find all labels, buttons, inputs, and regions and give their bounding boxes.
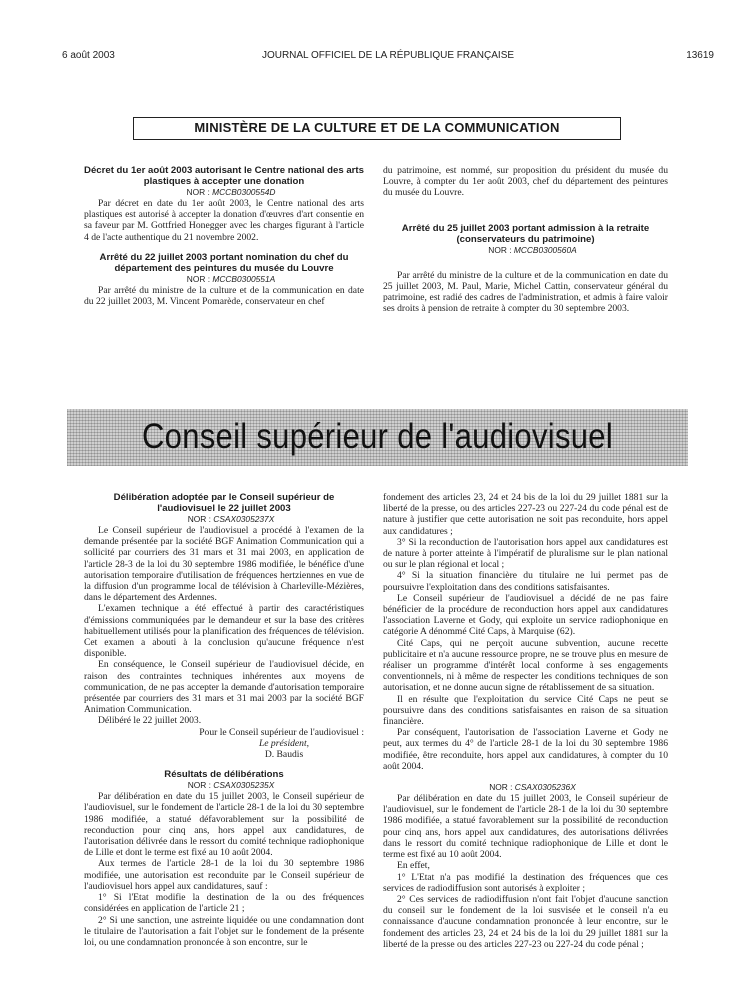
ministry-heading: MINISTÈRE DE LA CULTURE ET DE LA COMMUNICATION <box>133 117 621 140</box>
signature-line: Pour le Conseil supérieur de l'audiovisuel : <box>199 726 364 738</box>
results-title: Résultats de délibérations <box>164 769 284 781</box>
header-page-number: 13619 <box>686 50 714 61</box>
page-header <box>62 50 714 66</box>
signature-name: D. Baudis <box>264 749 304 761</box>
results-paragraph: Par délibération en date du 15 juillet 2003, le Conseil supérieur de l'audiovisuel, sur le fondement de l'article 28-1 de la loi du 30 septembre 1986 modifiée, a statué défavorablement sur la possibilité de reconduction pour cinq ans, hors appel aux candidatures, de l'autorisation délivrée dans le ressort du comité technique radiophonique de Lille et dont le terme est fixé au 10 août 2004. <box>84 791 364 859</box>
arrete-nomination-title: Arrêté du 22 juillet 2003 portant nomination du chef du département des peintures du musée du Louvre <box>99 251 349 274</box>
header-journal-title: JOURNAL OFFICIEL DE LA RÉPUBLIQUE FRANÇAISE <box>261 50 515 61</box>
results-paragraph: Aux termes de l'article 28-1 de la loi du 30 septembre 1986 modifiée, une autorisation est reconduite par le Conseil supérieur de l'audiovisuel hors appel aux candidatures, sauf : <box>84 858 364 892</box>
results-paragraph: 1° Si l'Etat modifie la destination de la ou des fréquences considérées en application de l'article 21 ; <box>84 892 364 915</box>
top-right-column <box>383 165 668 314</box>
results-paragraph: Par conséquent, l'autorisation de l'association Laverne et Gody ne peut, aux termes du 4° de l'article 28-1 de la loi du 30 septembre 1986 modifiée, être reconduite, hors appel aux candidatures, à compter du 10 août 2004. <box>383 727 668 772</box>
top-left-column <box>84 165 364 307</box>
deliberation-nor: NOR : CSAX0305237X <box>187 514 275 524</box>
arrete-nomination-text: Par arrêté du ministre de la culture et de la communication en date du 22 juillet 2003, M. Vincent Pomarède, conservateur en chef <box>84 284 364 308</box>
results-paragraph: 3° Si la reconduction de l'autorisation hors appel aux candidatures est de nature à porter atteinte à l'impératif de pluralisme sur le plan national ou sur le plan régional et local ; <box>383 536 668 571</box>
deliberation-title: Délibération adoptée par le Conseil supérieur de l'audiovisuel le 22 juillet 2003 <box>113 492 335 514</box>
csa-banner-title: Conseil supérieur de l'audiovisuel <box>141 416 614 457</box>
results-paragraph-continued: fondement des articles 23, 24 et 24 bis de la loi du 29 juillet 1881 sur la liberté de la presse, ou des articles 227-23 ou 227-24 du code pénal est de nature à justifier que cette autorisation ne soit pas reconduite, hors appel aux candidatures ; <box>383 492 668 537</box>
results-paragraph: Cité Caps, qui ne perçoit aucune subvention, aucune recette publicitaire et n'a aucune ressource propre, ne se trouve plus en mesure de réaliser un programme d'intérêt local conforme à ses engagements conventionnels, ni à même de respecter les conditions techniques de son autorisation, et ne donne aucun signe de rétablissement de sa situation. <box>383 637 668 694</box>
arrete-retraite-nor: NOR : MCCB0300560A <box>488 244 577 255</box>
arrete-retraite-text: Par arrêté du ministre de la culture et de la communication en date du 25 juillet 2003, M. Paul, Marie, Michel Cattin, conservateur général du patrimoine, est radié des cadres de l'administration, et admis à faire valoir ses droits à pension de retraite à compter du 30 septembre 2003. <box>383 269 668 315</box>
bottom-right-column <box>383 492 668 950</box>
deliberation-paragraph: L'examen technique a été effectué à partir des caractéristiques d'émissions communiquées par le demandeur et sur la base des critères habituellement utilisés pour la planification des fréquences de télévision. Cet examen a abouti à la conclusion qu'aucune fréquence n'est disponible. <box>84 603 364 660</box>
csa-banner <box>67 409 688 466</box>
deliberation-date: Délibéré le 22 juillet 2003. <box>98 715 202 727</box>
decree-text: Par décret en date du 1er août 2003, le Centre national des arts plastiques est autorisé à accepter la donation d'œuvres d'art consentie en sa faveur par M. Gottfried Honegger avec les charges figurant à l'article 4 de l'acte authentique du 21 novembre 2002. <box>84 198 364 243</box>
decree-nor: NOR : MCCB0300554D <box>186 187 276 197</box>
second-results-paragraph: 2° Ces services de radiodiffusion n'ont fait l'objet d'aucune sanction du conseil sur le fondement de la loi susvisée et le conseil n'a eu connaissance d'aucune condamnation prononcée à leur encontre, sur le fondement des articles 23, 24 et 24 bis de la loi du 29 juillet 1881 sur la liberté de la presse ou des articles 227-23 ou 227-24 du code pénal ; <box>383 893 668 950</box>
results-paragraph: Il en résulte que l'exploitation du service Cité Caps ne peut se poursuivre dans des conditions satisfaisantes en raison de sa situation financière. <box>383 693 668 728</box>
arrete-retraite-title: Arrêté du 25 juillet 2003 portant admission à la retraite (conservateurs du patrimoine) <box>401 222 650 245</box>
bottom-left-column <box>84 492 364 948</box>
decree-title: Décret du 1er août 2003 autorisant le Centre national des arts plastiques à accepter une donation <box>84 165 364 187</box>
second-results-nor: NOR : CSAX0305236X <box>489 782 576 793</box>
results-paragraph: Le Conseil supérieur de l'audiovisuel a décidé de ne pas faire bénéficier de la procédure de reconduction hors appel aux candidatures l'association Laverne et Gody, qui exploite un service radiophonique en catégorie A dénommé Cité Caps, à Marquise (62). <box>383 592 668 638</box>
deliberation-paragraph: Le Conseil supérieur de l'audiovisuel a procédé à l'examen de la demande présentée par la société BGF Animation Communication qui a sollicité par courriers des 31 mars et 31 mai 2003, en application de l'article 28-3 de la loi du 30 septembre 1986 modifiée, le bénéfice d'une autorisation temporaire d'utilisation de fréquences hertziennes en vue de la diffusion d'un programme local de télévision à Charleville-Mézières, dans le département des Ardennes. <box>84 525 364 604</box>
arrete-nomination-nor: NOR : MCCB0300551A <box>186 273 276 284</box>
second-results-paragraph: Par délibération en date du 15 juillet 2003, le Conseil supérieur de l'audiovisuel, sur le fondement de l'article 28-1 de la loi du 30 septembre 1986 modifiée, a statué favorablement sur la possibilité de reconduction pour cinq ans, hors appel aux candidatures, des autorisations délivrées dans le ressort du comité technique radiophonique de Lille et dont le terme est fixé au 10 août 2004. <box>383 793 668 861</box>
deliberation-paragraph: En conséquence, le Conseil supérieur de l'audiovisuel décide, en raison des contraintes techniques inhérentes aux moyens de communication, de ne pas accepter la demande d'autorisation temporaire présentée par courriers des 31 mars et 31 mai 2003 par la société BGF Animation Communication. <box>84 659 364 716</box>
results-paragraph: 2° Si une sanction, une astreinte liquidée ou une condamnation dont le titulaire de l'autorisation a fait l'objet sur le fondement de la présente loi, ou une condamnation prononcée à son encontre, sur le <box>84 914 364 948</box>
header-date: 6 août 2003 <box>62 50 115 61</box>
arrete-nomination-text-continued: du patrimoine, est nommé, sur proposition du président du musée du Louvre, à compter du 1er août 2003, chef du département des peintures du musée du Louvre. <box>383 165 668 199</box>
results-paragraph: 4° Si la situation financière du titulaire ne lui permet pas de poursuivre l'exploitation dans des conditions satisfaisantes. <box>383 570 668 593</box>
signature-role: Le président, <box>258 737 310 749</box>
second-results-paragraph: 1° L'Etat n'a pas modifié la destination des fréquences que ces services de radiodiffusion sont autorisés à exploiter ; <box>383 871 668 894</box>
second-results-paragraph: En effet, <box>397 860 430 872</box>
results-nor: NOR : CSAX0305235X <box>187 780 275 791</box>
